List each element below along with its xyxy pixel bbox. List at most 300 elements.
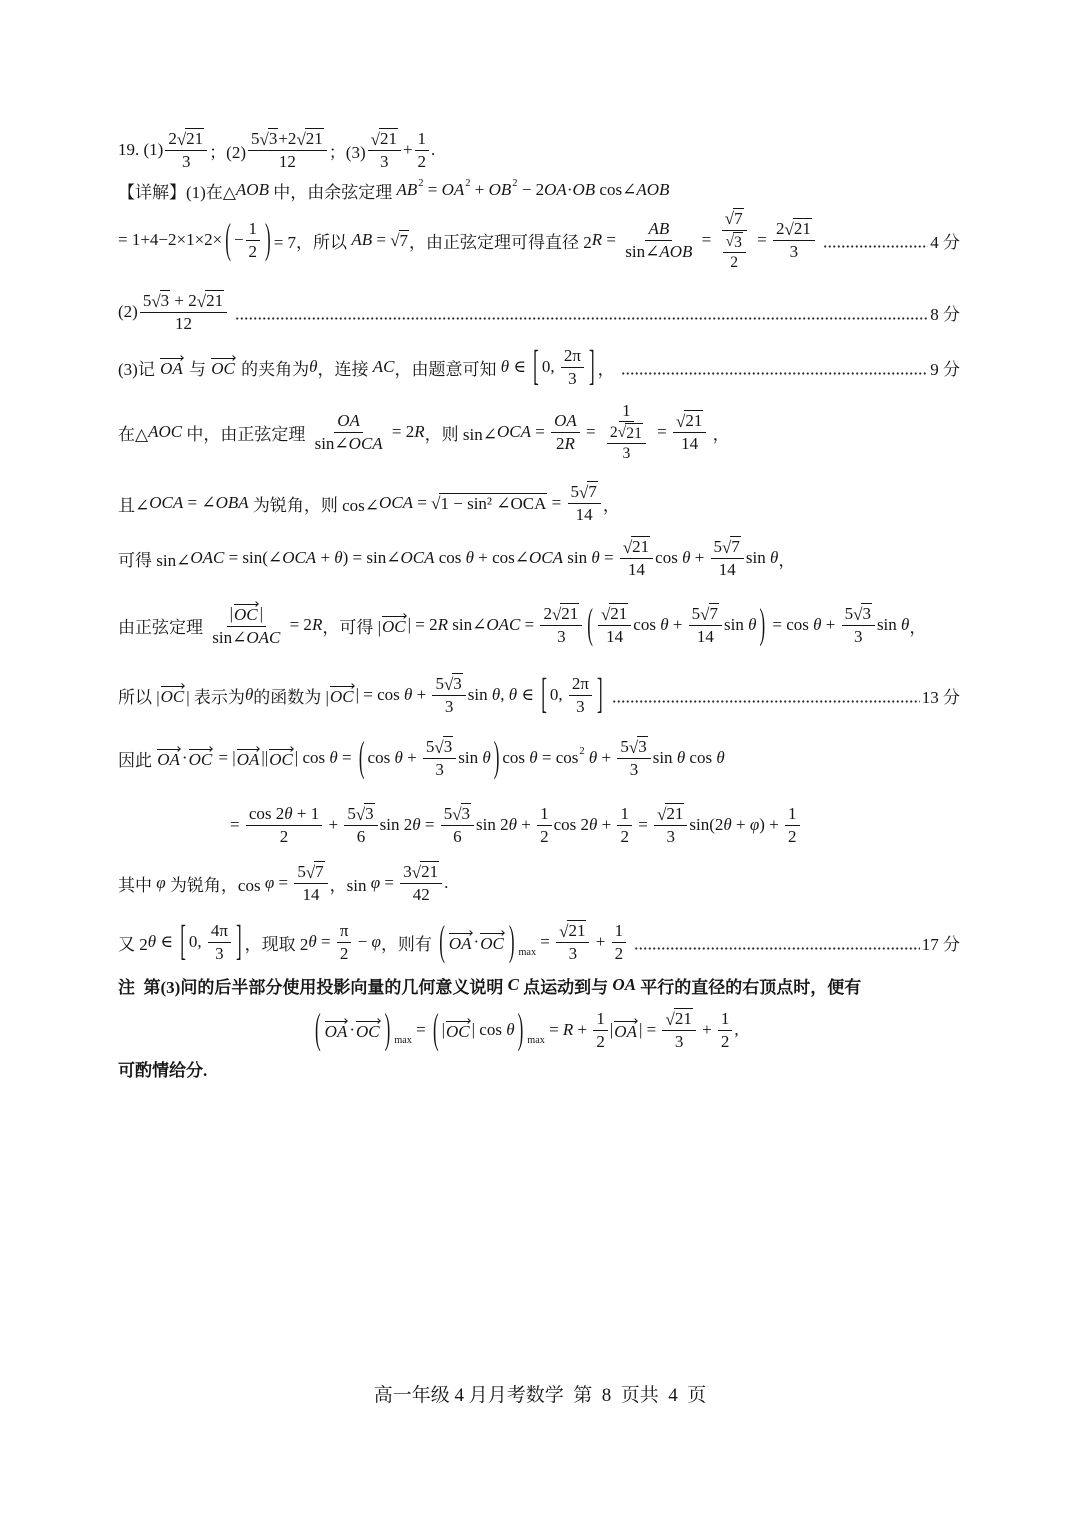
delimiter: ): [759, 600, 766, 648]
math-text: + 1: [292, 803, 320, 823]
sqrt-expression: [784, 218, 811, 239]
sqrt-radicand: 21: [379, 129, 397, 149]
sqrt-expression: [665, 1008, 692, 1029]
fraction: [617, 804, 632, 846]
math-text: 2: [339, 943, 349, 963]
sqrt-radicand: 1 − sin² ∠OCA: [440, 493, 547, 513]
superscript: 2: [465, 177, 471, 189]
math-text: +: [316, 548, 335, 567]
math-text: 2: [417, 151, 427, 171]
math-text: +: [597, 748, 616, 767]
math-text: 14: [606, 627, 624, 647]
score-leader: [235, 317, 928, 320]
math-text: ) = sin∠: [342, 548, 401, 567]
math-text: 5: [142, 290, 152, 310]
fraction-denominator: [573, 696, 588, 717]
fraction-numerator: [441, 803, 474, 826]
math-variable: θ: [412, 815, 421, 834]
score-label: 17 分: [921, 934, 960, 954]
math-text: 3: [444, 697, 454, 717]
math-variable: AOC: [148, 422, 183, 441]
fraction: [842, 603, 875, 646]
fraction: [711, 536, 744, 579]
delimiter: ]: [588, 342, 595, 390]
math-text: 平行的直径的右顶点时，便有: [636, 977, 862, 997]
math-text: sin∠: [625, 241, 660, 261]
math-text: =: [316, 932, 335, 951]
fraction-numerator: [612, 921, 627, 943]
sqrt-radicand: 3: [443, 737, 453, 757]
math-text: 1: [614, 920, 624, 940]
math-text: |: [609, 1020, 614, 1039]
math-text: 3: [215, 943, 224, 963]
math-variable: AB: [396, 180, 418, 199]
math-text: 3: [666, 827, 675, 847]
math-text: 0,: [549, 685, 567, 704]
radical-sign: √: [443, 674, 454, 694]
math-text: 的夹角为: [236, 359, 310, 379]
math-text: 2: [720, 1031, 730, 1051]
math-text: 5: [713, 536, 723, 556]
math-text: | cos: [471, 1020, 507, 1039]
math-text: 5: [297, 861, 306, 881]
fraction-numerator: [617, 804, 632, 826]
fraction-denominator: [619, 444, 633, 463]
fraction-denominator: [678, 433, 701, 454]
math-variable: φ: [370, 873, 381, 892]
fraction-numerator: [619, 401, 634, 423]
math-text: |: [229, 603, 233, 623]
vector-label: OC: [188, 747, 215, 770]
fraction-denominator: [246, 241, 261, 262]
math-variable: θ: [244, 685, 254, 704]
math-text: 【详解】(1)在△: [118, 182, 236, 202]
radical-sign: √: [431, 493, 441, 513]
radical-sign: √: [600, 604, 611, 624]
sqrt-expression: [676, 410, 703, 431]
sqrt-expression: [431, 493, 547, 514]
fraction-denominator: [172, 313, 195, 334]
sqrt-expression: [700, 603, 719, 624]
math-variable: θ: [491, 685, 501, 704]
score-label: 13 分: [921, 687, 960, 707]
delimiter: (: [432, 1005, 439, 1053]
sqrt-expression: [601, 603, 628, 624]
math-text: 3: [403, 861, 412, 881]
sqrt-radicand: 21: [793, 219, 811, 239]
fraction-denominator: [727, 253, 741, 272]
sqrt-radicand: 3: [734, 233, 742, 251]
math-variable: θ: [660, 615, 669, 634]
math-text: ) +: [759, 815, 784, 834]
math-text: |: [259, 603, 264, 623]
math-text: sin∠: [448, 615, 487, 634]
math-text: 由正弦定理: [118, 617, 208, 637]
sqrt-radicand: 21: [206, 291, 224, 311]
math-variable: φ: [749, 815, 760, 834]
math-text: 14: [718, 560, 736, 580]
vector-label: OC: [160, 684, 187, 707]
fraction-denominator: [537, 826, 552, 847]
math-text: +: [591, 932, 610, 951]
math-text: sin: [724, 615, 749, 634]
sqrt-radicand: 21: [610, 604, 628, 624]
math-text: cos: [655, 548, 683, 567]
math-text: =: [581, 422, 600, 441]
math-text: cos: [502, 748, 530, 767]
math-variable: OAC: [246, 628, 281, 648]
math-text: 5: [620, 736, 629, 756]
sqrt-expression: [390, 230, 409, 251]
sqrt-radicand: 7: [731, 537, 740, 557]
math-variable: φ: [371, 932, 381, 951]
math-text: 1: [720, 1008, 730, 1028]
math-variable: OA: [544, 180, 567, 199]
math-text: 因此: [118, 750, 157, 770]
math-text: 3: [629, 760, 639, 780]
math-variable: θ: [309, 357, 318, 376]
fraction: [622, 219, 695, 261]
math-text: ，: [602, 495, 620, 515]
fraction-denominator: [565, 368, 580, 389]
math-text: 2: [788, 826, 797, 846]
math-variable: θ: [508, 685, 518, 704]
fraction-numerator: [593, 1009, 608, 1031]
math-variable: R: [562, 1020, 574, 1039]
fraction: [598, 603, 631, 646]
fraction-denominator: [554, 626, 569, 647]
math-variable: R: [564, 433, 575, 453]
math-text: 与: [184, 359, 211, 379]
math-text: 2: [620, 826, 629, 846]
fraction-numerator: [689, 603, 722, 626]
fraction-numerator: [561, 346, 584, 368]
math-text: 2: [279, 826, 289, 846]
math-text: =: [411, 1020, 430, 1039]
math-text: +: [412, 685, 431, 704]
fraction-numerator: [344, 803, 377, 826]
fraction: [673, 410, 706, 453]
math-text: π: [339, 920, 349, 940]
math-text: + cos∠: [474, 548, 530, 567]
radical-sign: √: [725, 232, 735, 250]
sqrt-radicand: 3: [461, 804, 471, 824]
math-variable: OBA: [215, 493, 249, 512]
fraction-numerator: [617, 736, 650, 759]
math-variable: θ: [284, 803, 293, 823]
math-text: 2π: [571, 673, 589, 693]
math-text: =: [372, 230, 391, 249]
phi-definition-line: [118, 851, 960, 915]
sqrt-expression: [579, 481, 598, 502]
fraction: [540, 603, 582, 646]
fraction-denominator: [718, 231, 751, 272]
note-scoring-line: [118, 1036, 960, 1100]
score-leader: [823, 245, 928, 248]
math-text: 5: [844, 603, 854, 623]
dot-product-simplify-line: [230, 793, 960, 857]
math-variable: OB: [488, 180, 512, 199]
fraction-numerator: [711, 536, 744, 559]
math-text: 5: [570, 481, 579, 501]
math-text: cos: [367, 748, 395, 767]
fraction: [432, 673, 465, 716]
math-text: +: [731, 815, 750, 834]
radical-sign: √: [452, 804, 462, 824]
math-text: 6: [356, 827, 366, 847]
sqrt-expression: [853, 603, 872, 624]
math-variable: OCA: [149, 493, 184, 512]
math-text: 2: [543, 603, 552, 623]
sqrt-radicand: 21: [632, 537, 650, 557]
fraction: [620, 536, 653, 579]
math-text: 的函数为 |: [253, 687, 329, 707]
part-3-setup-line: [118, 335, 960, 399]
math-text: 1: [622, 400, 631, 420]
fraction-numerator: [227, 602, 266, 627]
math-text: ，连接: [317, 359, 373, 379]
fraction: [209, 602, 283, 647]
sqrt-radicand: 3: [638, 737, 647, 757]
math-text: ，由正弦定理可得直径 2: [409, 232, 592, 252]
sqrt-radicand: 21: [305, 129, 323, 149]
sqrt-radicand: 21: [685, 411, 703, 431]
math-variable: AOB: [235, 180, 269, 199]
radical-sign: √: [434, 737, 444, 757]
math-text: 且∠: [118, 495, 150, 515]
fraction-numerator: [673, 410, 706, 433]
math-text: 点运动到与: [518, 977, 613, 997]
fraction-numerator: [248, 128, 327, 151]
sqrt-expression: [722, 536, 741, 557]
math-variable: C: [507, 975, 519, 994]
fraction: [400, 861, 442, 904]
sqrt-expression: [177, 128, 204, 149]
fraction-denominator: [354, 826, 369, 847]
math-text: =: [544, 1020, 563, 1039]
vector-label: OC: [268, 747, 295, 770]
fraction-denominator: [442, 696, 457, 717]
vector-label: OA: [448, 931, 474, 954]
fraction-numerator: [337, 921, 352, 943]
delimiter: [: [541, 670, 547, 718]
fraction: [569, 674, 592, 716]
sqrt-radicand: 21: [568, 921, 586, 941]
math-text: =: [602, 230, 621, 249]
delimiter: (: [587, 600, 593, 648]
radical-sign: √: [151, 291, 161, 311]
fraction: [312, 411, 386, 453]
score-label: 4 分: [930, 232, 960, 252]
fraction-numerator: [654, 803, 687, 826]
fraction-denominator: [573, 504, 596, 525]
math-variable: OA: [612, 975, 637, 994]
math-text: sin 2: [476, 815, 509, 834]
math-variable: R: [437, 615, 448, 634]
math-variable: θ: [529, 748, 538, 767]
math-variable: θ: [769, 548, 779, 567]
fraction-denominator: [432, 759, 447, 780]
fraction-denominator: [622, 241, 695, 262]
sqrt-radicand: 3: [365, 804, 374, 824]
delimiter: (: [439, 917, 445, 965]
sine-law-aoc-line: [118, 400, 960, 464]
math-text: 2: [168, 128, 177, 148]
superscript: 2: [418, 177, 424, 189]
sqrt-radicand: 7: [709, 604, 719, 624]
math-text: ，: [778, 550, 796, 570]
fraction-numerator: [645, 219, 672, 241]
math-text: 2: [248, 241, 258, 261]
math-text: 3: [435, 760, 444, 780]
math-variable: OAC: [486, 615, 521, 634]
math-text: ，: [909, 617, 927, 637]
math-text: −: [353, 932, 372, 951]
delimiter: ]: [596, 670, 603, 718]
fraction: [723, 232, 746, 272]
vector-label: OA: [236, 747, 262, 770]
math-text: 42: [412, 885, 430, 905]
math-text: +: [324, 815, 343, 834]
delimiter: ): [493, 733, 500, 781]
sqrt-expression: [623, 536, 650, 557]
fraction-numerator: [785, 804, 800, 826]
fraction-numerator: [569, 674, 592, 696]
delimiter: (: [315, 1005, 321, 1053]
math-text: = ∠: [183, 493, 216, 512]
math-text: | 表示为: [186, 687, 245, 707]
math-text: cos: [434, 548, 466, 567]
math-text: ，可得 |: [322, 617, 381, 637]
vector-label: OC: [381, 614, 408, 637]
math-text: ，现取 2: [244, 934, 309, 954]
fraction: [441, 803, 474, 846]
fraction-numerator: [246, 219, 261, 241]
radical-sign: √: [305, 862, 316, 882]
fraction-denominator: [300, 884, 323, 905]
math-variable: OCA: [379, 493, 414, 512]
math-text: = cos: [768, 615, 814, 634]
math-text: ·: [181, 748, 188, 767]
math-text: = 2: [387, 422, 415, 441]
math-text: ·: [473, 932, 480, 951]
fraction-numerator: [620, 536, 653, 559]
sqrt-expression: [726, 232, 743, 251]
fraction: [654, 803, 687, 846]
fraction-denominator: [625, 559, 648, 580]
sqrt-expression: [412, 861, 439, 882]
delimiter: (: [225, 215, 231, 263]
math-text: =: [531, 422, 550, 441]
math-text: +: [402, 748, 421, 767]
fraction: [785, 804, 800, 846]
radical-sign: √: [176, 129, 187, 149]
math-text: 2: [609, 423, 618, 441]
fraction-numerator: [607, 423, 646, 444]
math-text: ∈: [156, 932, 178, 951]
math-text: =: [380, 873, 399, 892]
radical-sign: √: [622, 537, 633, 557]
fraction: [246, 219, 261, 261]
vector-label: OC: [479, 931, 506, 954]
math-text: + 2: [170, 290, 197, 310]
math-text: cos: [685, 748, 717, 767]
fraction: [568, 481, 601, 524]
score-label: 8 分: [930, 304, 960, 324]
math-text: ，: [597, 359, 615, 379]
math-text: 可酌情给分.: [118, 1060, 208, 1080]
math-text: 2: [775, 218, 785, 238]
math-text: 3: [568, 944, 578, 964]
fraction-numerator: [334, 411, 363, 433]
sqrt-radicand: 3: [453, 674, 462, 694]
math-variable: R: [414, 422, 425, 441]
math-text: 6: [453, 827, 462, 847]
sqrt-expression: [452, 803, 471, 824]
math-variable: R: [311, 615, 323, 634]
math-text: 1: [596, 1008, 605, 1028]
vector-label: OA: [324, 1019, 350, 1042]
math-text: 2: [730, 253, 739, 271]
sqrt-expression: [356, 803, 375, 824]
vector-label: OC: [445, 1019, 472, 1042]
math-text: 14: [575, 505, 593, 525]
math-text: cos: [633, 615, 661, 634]
math-variable: θ: [676, 748, 686, 767]
math-text: 1: [620, 803, 629, 823]
math-variable: θ: [465, 548, 475, 567]
math-variable: θ: [589, 815, 598, 834]
radical-sign: √: [370, 129, 380, 149]
math-text: 3: [854, 627, 863, 647]
math-text: = 1+4−2×1×2×: [118, 230, 223, 249]
fraction-numerator: [723, 232, 746, 253]
math-text: 5: [435, 673, 444, 693]
math-text: 1: [540, 803, 549, 823]
math-text: ·: [349, 1020, 356, 1039]
math-text: +: [402, 140, 413, 159]
math-variable: φ: [156, 873, 166, 892]
radical-sign: √: [724, 209, 735, 229]
math-text: 在△: [118, 424, 149, 444]
sqrt-radicand: 21: [674, 1009, 692, 1029]
fraction-numerator: [722, 208, 747, 231]
math-text: sin: [458, 748, 483, 767]
math-text: 2: [555, 433, 565, 453]
math-text: | = 2: [407, 615, 438, 634]
sqrt-expression: [618, 423, 643, 442]
radical-sign: √: [259, 129, 269, 149]
math-variable: OA: [337, 410, 360, 430]
score-leader: [612, 700, 920, 703]
fraction: [561, 346, 584, 388]
math-text: .: [431, 140, 436, 159]
math-text: = sin(∠: [224, 548, 283, 567]
delimiter: ]: [235, 917, 242, 965]
math-text: 2: [540, 826, 549, 846]
fraction-numerator: [423, 736, 456, 759]
score-leader: [634, 947, 920, 950]
fraction-numerator: [432, 673, 465, 696]
math-variable: θ: [508, 815, 517, 834]
fraction: [423, 736, 456, 779]
math-text: sin∠: [314, 433, 349, 453]
fraction-numerator: [773, 218, 815, 241]
math-text: ∈: [517, 685, 539, 704]
page-footer: 高一年级 4 月月考数学 第 8 页共 4 页: [373, 1385, 707, 1406]
math-variable: AC: [372, 357, 395, 376]
sqrt-expression: [197, 290, 224, 311]
